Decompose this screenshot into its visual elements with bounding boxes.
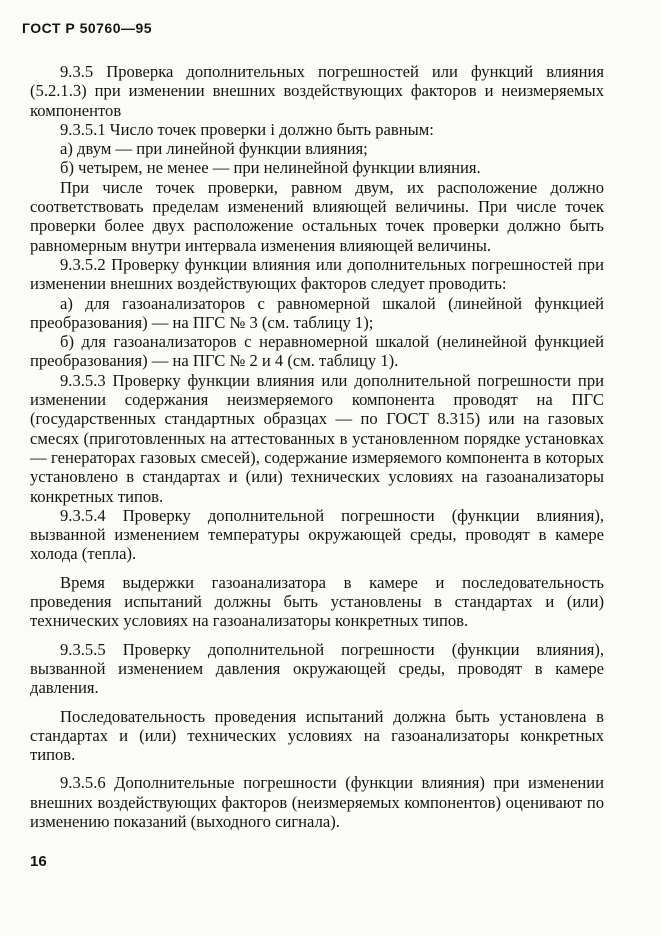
paragraph-9-3-5-4: 9.3.5.4 Проверку дополнительной погрешности (функции влияния), вызванной изменением температуры окружающей среды, проводят в камере холода (тепла).	[30, 505, 604, 564]
paragraph-9-3-5-1: 9.3.5.1 Число точек проверки i должно быть равным:	[60, 119, 434, 139]
paragraph-9-3-5-2: 9.3.5.2 Проверку функции влияния или дополнительных погрешностей при изменении внешних воздействующих факторов следует проводить:	[30, 254, 604, 294]
list-item-a-2: а) для газоанализаторов с равномерной шкалой (линейной функцией преобразования) — на ПГС № 3 (см. таблицу 1);	[30, 293, 604, 332]
page-number: 16	[30, 853, 47, 870]
paragraph-points-arrangement: При числе точек проверки, равном двум, их расположение должно соответствовать пределам изменений влияющей величины. При числе точек проверки более двух расположение остальных точек проверки должно быть равномерным внутри интервала изменения влияющей величины.	[30, 177, 604, 255]
paragraph-9-3-5-6: 9.3.5.6 Дополнительные погрешности (функции влияния) при изменении внешних воздействующих факторов (неизмеряемых компонентов) оценивают по изменению показаний (выходного сигнала).	[30, 773, 604, 831]
list-item-a: а) двум — при линейной функции влияния;	[60, 139, 368, 159]
paragraph-exposure-time: Время выдержки газоанализатора в камере и последовательность проведения испытаний должны быть установлены в стандартах и (или) технических условиях на газоанализаторы конкретных типов.	[30, 572, 604, 631]
paragraph-test-sequence: Последовательность проведения испытаний должна быть установлена в стандартах и (или) технических условиях на газоанализаторы конкретных типов.	[30, 706, 604, 765]
list-item-b: б) четырем, не менее — при нелинейной функции влияния.	[60, 158, 481, 178]
section-title-9-3-5: 9.3.5 Проверка дополнительных погрешностей или функций влияния (5.2.1.3) при изменении внешних воздействующих факторов и неизмеряемых компонентов	[30, 62, 604, 120]
paragraph-9-3-5-5: 9.3.5.5 Проверку дополнительной погрешности (функции влияния), вызванной изменением давления окружающей среды, проводят в камере давления.	[30, 639, 604, 698]
document-body	[30, 62, 604, 831]
paragraph-9-3-5-3: 9.3.5.3 Проверку функции влияния или дополнительной погрешности при изменении содержания неизмеряемого компонента проводят на ПГС (государственных стандартных образцах — по ГОСТ 8.315) или на газовых смесях (приготовленных на аттестованных в установленном порядке установках — генераторах газовых смесей), содержание измеряемого компонента в которых установлено в стандартах и (или) технических условиях на газоанализаторы конкретных типов.	[30, 370, 604, 506]
list-item-b-2: б) для газоанализаторов с неравномерной шкалой (нелинейной функцией преобразования) — на ПГС № 2 и 4 (см. таблицу 1).	[30, 332, 604, 371]
page-header: ГОСТ Р 50760—95	[22, 20, 153, 36]
